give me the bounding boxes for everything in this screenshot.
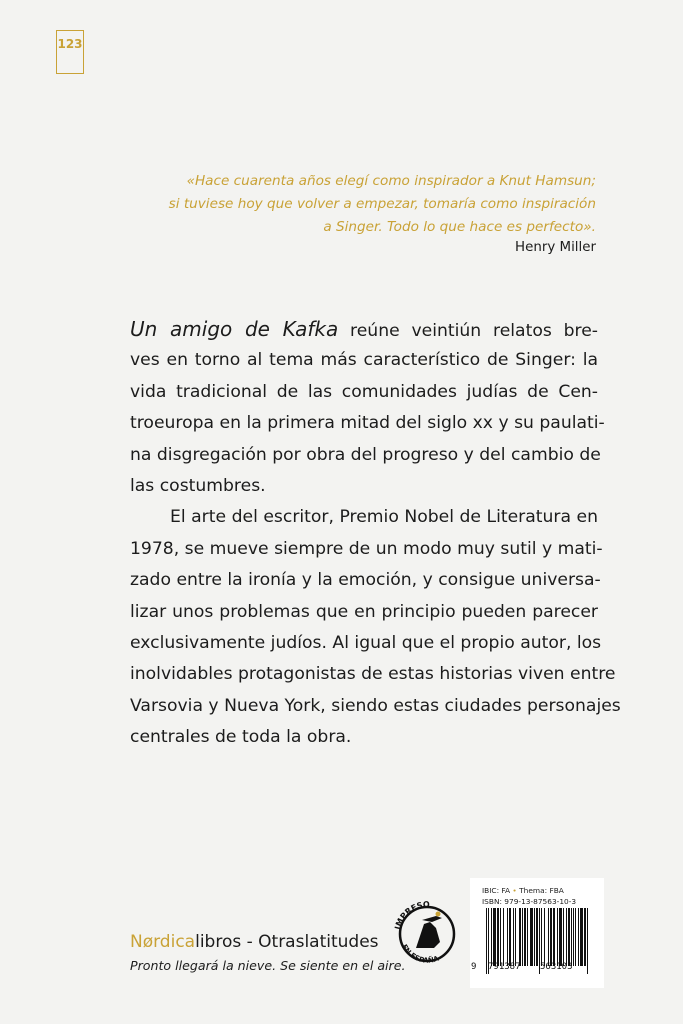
- quote-line: a Singer. Todo lo que hace es perfecto».: [323, 219, 596, 235]
- thema-label: Thema: FBA: [519, 886, 564, 895]
- barcode-bar: [541, 908, 542, 966]
- barcode-bar: [491, 908, 492, 966]
- barcode-bar: [522, 908, 523, 966]
- text-line: exclusivamente judíos. Al igual que el propio autor, los: [130, 632, 602, 653]
- barcode-bar: [513, 908, 514, 966]
- barcode-bar: [550, 908, 552, 966]
- text-line: centrales de toda la obra.: [130, 727, 352, 748]
- publisher-slogan: Pronto llegará la nieve. Se siente en el aire.: [130, 958, 406, 973]
- epigraph-quote: [130, 170, 596, 239]
- text-line: vida tradicional de las comunidades judías de Cen-: [130, 381, 598, 402]
- brand-rest: libros - Otraslatitudes: [195, 932, 379, 952]
- barcode-bar: [566, 908, 567, 966]
- star-separator: •: [512, 886, 517, 895]
- isbn-block: [470, 878, 604, 988]
- barcode-bar: [544, 908, 545, 966]
- barcode-bar: [534, 908, 535, 966]
- barcode-bar: [557, 908, 558, 966]
- barcode-bar: [573, 908, 574, 966]
- text-segment: reúne veintiún relatos bre-: [338, 321, 598, 341]
- text-line: lizar unos problemas que en principio pueden parecer: [130, 601, 598, 622]
- brand-nordica: Nørdica: [130, 932, 196, 952]
- barcode-digits-group2: 563103: [540, 962, 573, 972]
- book-title: Un amigo de Kafka: [130, 317, 339, 341]
- barcode-bar: [575, 908, 576, 966]
- stamp-top-text: IMPRESO: [393, 900, 430, 931]
- barcode-digits-group1: 791387: [488, 962, 521, 972]
- text-line: Varsovia y Nueva York, siendo estas ciudades personajes: [130, 695, 621, 716]
- barcode-bar: [571, 908, 572, 966]
- barcode-bar: [553, 908, 555, 966]
- barcode-bar: [493, 908, 496, 966]
- barcode-bar: [503, 908, 504, 966]
- barcode-bar: [497, 908, 499, 966]
- text-line: troeuropa en la primera mitad del siglo xx y su paulati-: [130, 413, 605, 434]
- barcode-bar: [568, 908, 570, 966]
- barcode-bar: [548, 908, 549, 966]
- ibic-label: IBIC: FA: [482, 886, 511, 895]
- barcode-bar: [486, 908, 487, 974]
- barcode-bar: [587, 908, 588, 974]
- quote-author: Henry Miller: [515, 240, 596, 255]
- barcode-bar: [527, 908, 528, 966]
- text-line: 1978, se mueve siempre de un modo muy sutil y mati-: [130, 538, 603, 559]
- barcode-bar: [559, 908, 562, 966]
- isbn-number: ISBN: 979-13-87563-10-3: [482, 897, 577, 906]
- synopsis: [130, 314, 621, 753]
- barcode-digit-first: 9: [471, 962, 477, 972]
- quote-line: si tuviese hoy que volver a empezar, tomaría como inspiración: [168, 196, 596, 212]
- text-line: [130, 314, 598, 345]
- text-line: las costumbres.: [130, 475, 266, 496]
- barcode-bar: [536, 908, 538, 966]
- text-line: inolvidables protagonistas de estas historias viven entre: [130, 664, 616, 685]
- publisher-brand: [130, 932, 379, 952]
- text-line: El arte del escritor, Premio Nobel de Literatura en: [170, 507, 598, 528]
- text-line: zado entre la ironía y la emoción, y consigue universa-: [130, 570, 601, 591]
- barcode-bar: [515, 908, 516, 966]
- barcode-bar: [500, 908, 501, 966]
- barcode-bar: [584, 908, 586, 966]
- barcode-bar: [519, 908, 521, 966]
- classification-line: [482, 886, 564, 895]
- text-line: ves en torno al tema más característico de Singer: la: [130, 350, 598, 371]
- printed-in-spain-stamp-icon: [388, 878, 466, 978]
- barcode-bar: [578, 908, 579, 966]
- barcode-bar: [524, 908, 526, 966]
- stamp-bottom-text: EN ESPAÑA: [400, 943, 440, 965]
- barcode-bar: [580, 908, 583, 966]
- text-line: na disgregación por obra del progreso y del cambio de: [130, 444, 601, 465]
- page-number-badge: 123: [56, 30, 84, 74]
- barcode-bar: [563, 908, 564, 966]
- barcode-bar: [530, 908, 533, 966]
- barcode-bar: [507, 908, 508, 966]
- quote-line: «Hace cuarenta años elegí como inspirador a Knut Hamsun;: [186, 173, 596, 189]
- barcode-bar: [509, 908, 511, 966]
